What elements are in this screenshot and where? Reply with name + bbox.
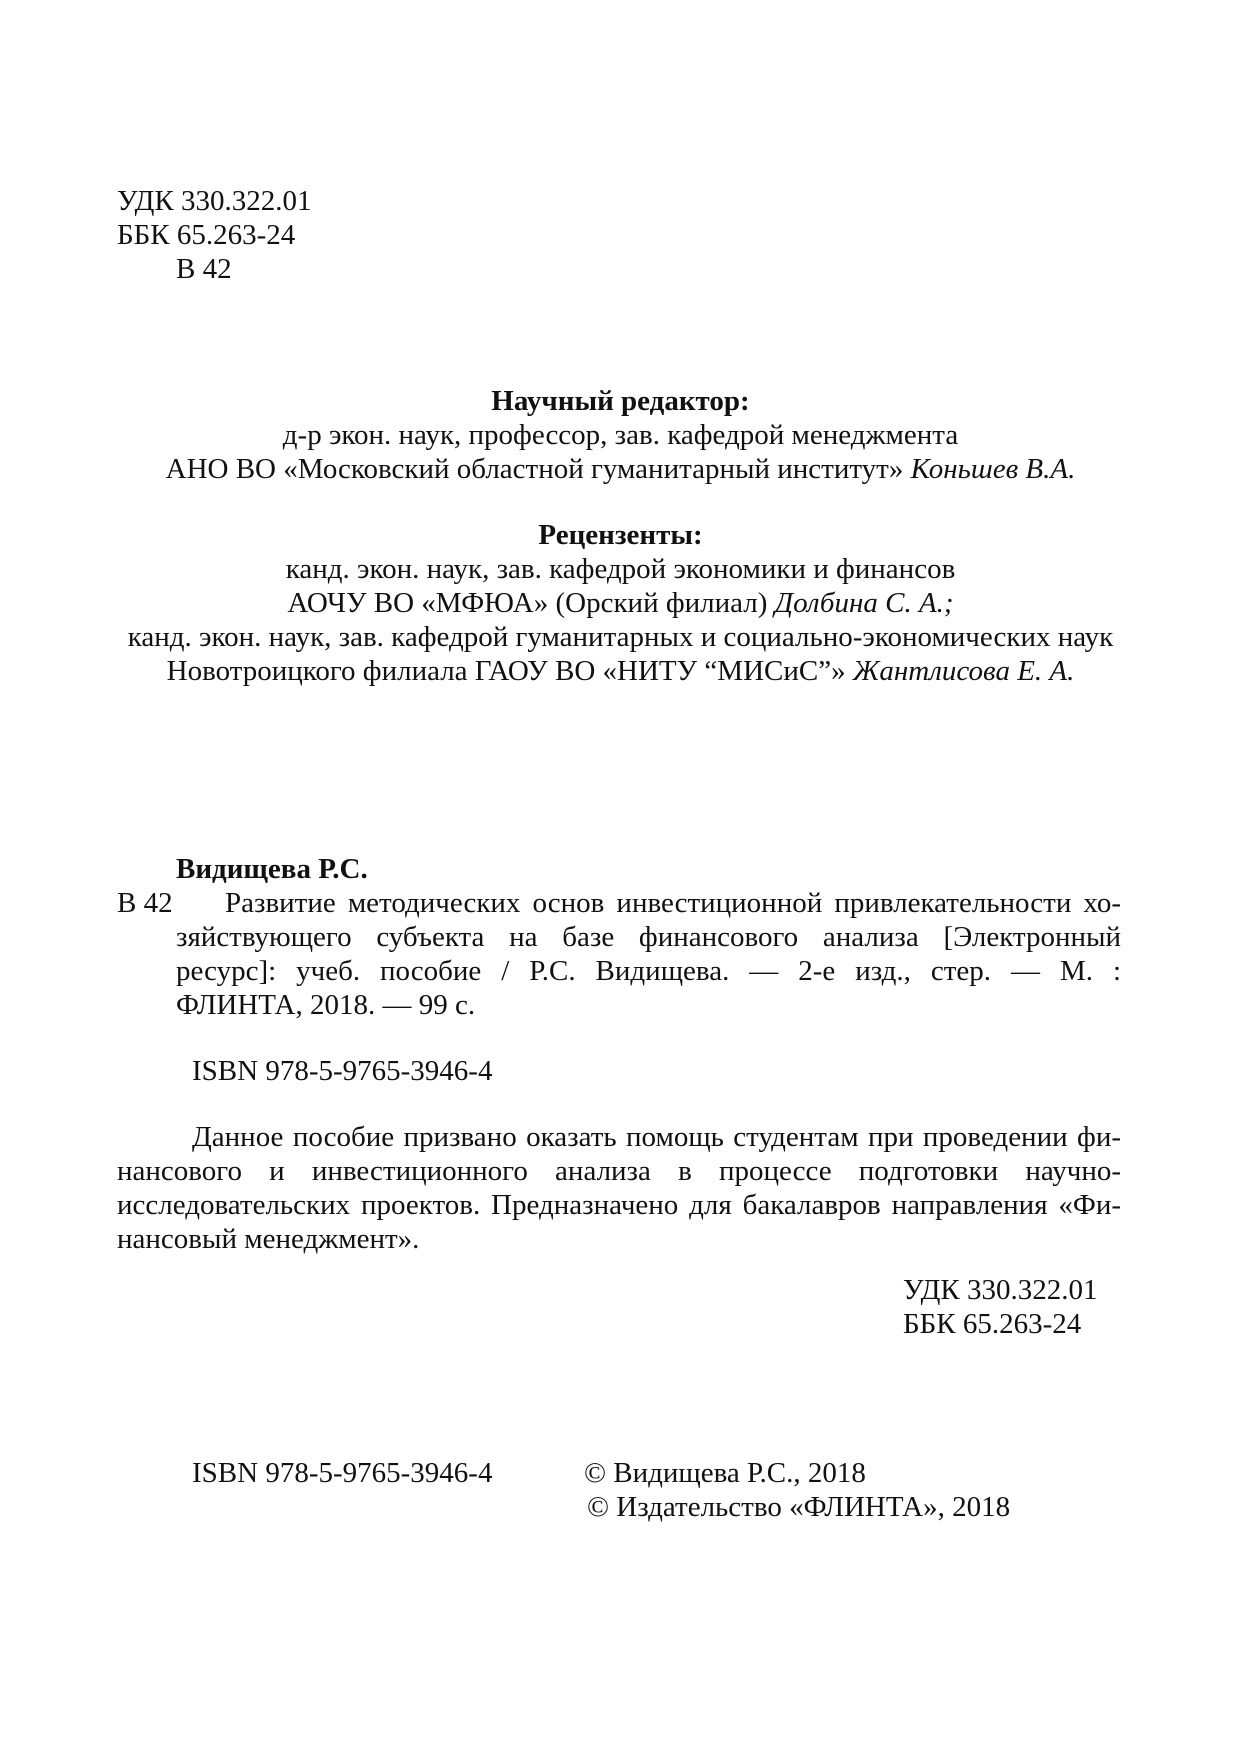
copyright-author: © Видищева Р.С., 2018 xyxy=(584,1457,866,1489)
header-udk: УДК 330.322.01 xyxy=(117,185,312,217)
footer-isbn: ISBN 978-5-9765-3946-4 xyxy=(192,1457,493,1489)
classification-bbk: ББК 65.263-24 xyxy=(903,1308,1082,1340)
editor-organization: АНО ВО «Московский областной гуманитарный институт» xyxy=(165,453,904,485)
reviewer-2-organization: Новотроицкого филиала ГАОУ ВО «НИТУ “МИСиС”» xyxy=(166,655,846,687)
header-author-mark: В 42 xyxy=(176,253,232,285)
reviewer-2-name: Жантлисова Е. А. xyxy=(852,655,1075,687)
reviewers-title: Рецензенты: xyxy=(538,519,703,551)
header-bbk: ББК 65.263-24 xyxy=(117,219,296,251)
bibliography-line: ФЛИНТА, 2018. — 99 с. xyxy=(176,989,476,1021)
bibliography-mark: В 42 xyxy=(117,887,173,919)
bibliography-isbn: ISBN 978-5-9765-3946-4 xyxy=(192,1055,493,1087)
reviewer-1-organization: АОЧУ ВО «МФЮА» (Орский филиал) xyxy=(287,587,768,619)
editor-line-2 xyxy=(0,455,1241,484)
annotation-line: Данное пособие призвано оказать помощь студентам при проведении фи- xyxy=(192,1121,1121,1153)
reviewer-1-name: Долбина С. А.; xyxy=(774,587,954,619)
annotation-line: нансовый менеджмент». xyxy=(117,1223,420,1255)
copyright-publisher: © Издательство «ФЛИНТА», 2018 xyxy=(587,1491,1011,1523)
reviewer-2-line-2 xyxy=(0,657,1241,686)
editor-line-1: д-р экон. наук, профессор, зав. кафедрой менеджмента xyxy=(282,419,959,451)
annotation-line: нансового и инвестиционного анализа в процессе подготовки научно- xyxy=(117,1155,1121,1187)
bibliography-author: Видищева Р.С. xyxy=(176,853,368,885)
annotation-line: исследовательских проектов. Предназначено для бакалавров направления «Фи- xyxy=(117,1189,1121,1221)
annotation xyxy=(117,1123,1121,1259)
bibliography-line: ресурс]: учеб. пособие / Р.С. Видищева. — 2-е изд., стер. — М. : xyxy=(176,955,1121,987)
bibliography-line: Развитие методических основ инвестиционной привлекательности хо- xyxy=(225,887,1121,919)
reviewer-2-line-1: канд. экон. наук, зав. кафедрой гуманитарных и социально-экономических наук xyxy=(127,621,1114,653)
editor-title: Научный редактор: xyxy=(491,385,750,417)
bibliography-text xyxy=(176,889,1121,1025)
bibliography-line: зяйствующего субъекта на базе финансового анализа [Электронный xyxy=(176,921,1121,953)
reviewer-1-line-1: канд. экон. наук, зав. кафедрой экономики и финансов xyxy=(285,553,956,585)
classification-udk: УДК 330.322.01 xyxy=(903,1274,1098,1306)
reviewer-1-line-2 xyxy=(0,589,1241,618)
editor-name: Коньшев В.А. xyxy=(910,453,1076,485)
